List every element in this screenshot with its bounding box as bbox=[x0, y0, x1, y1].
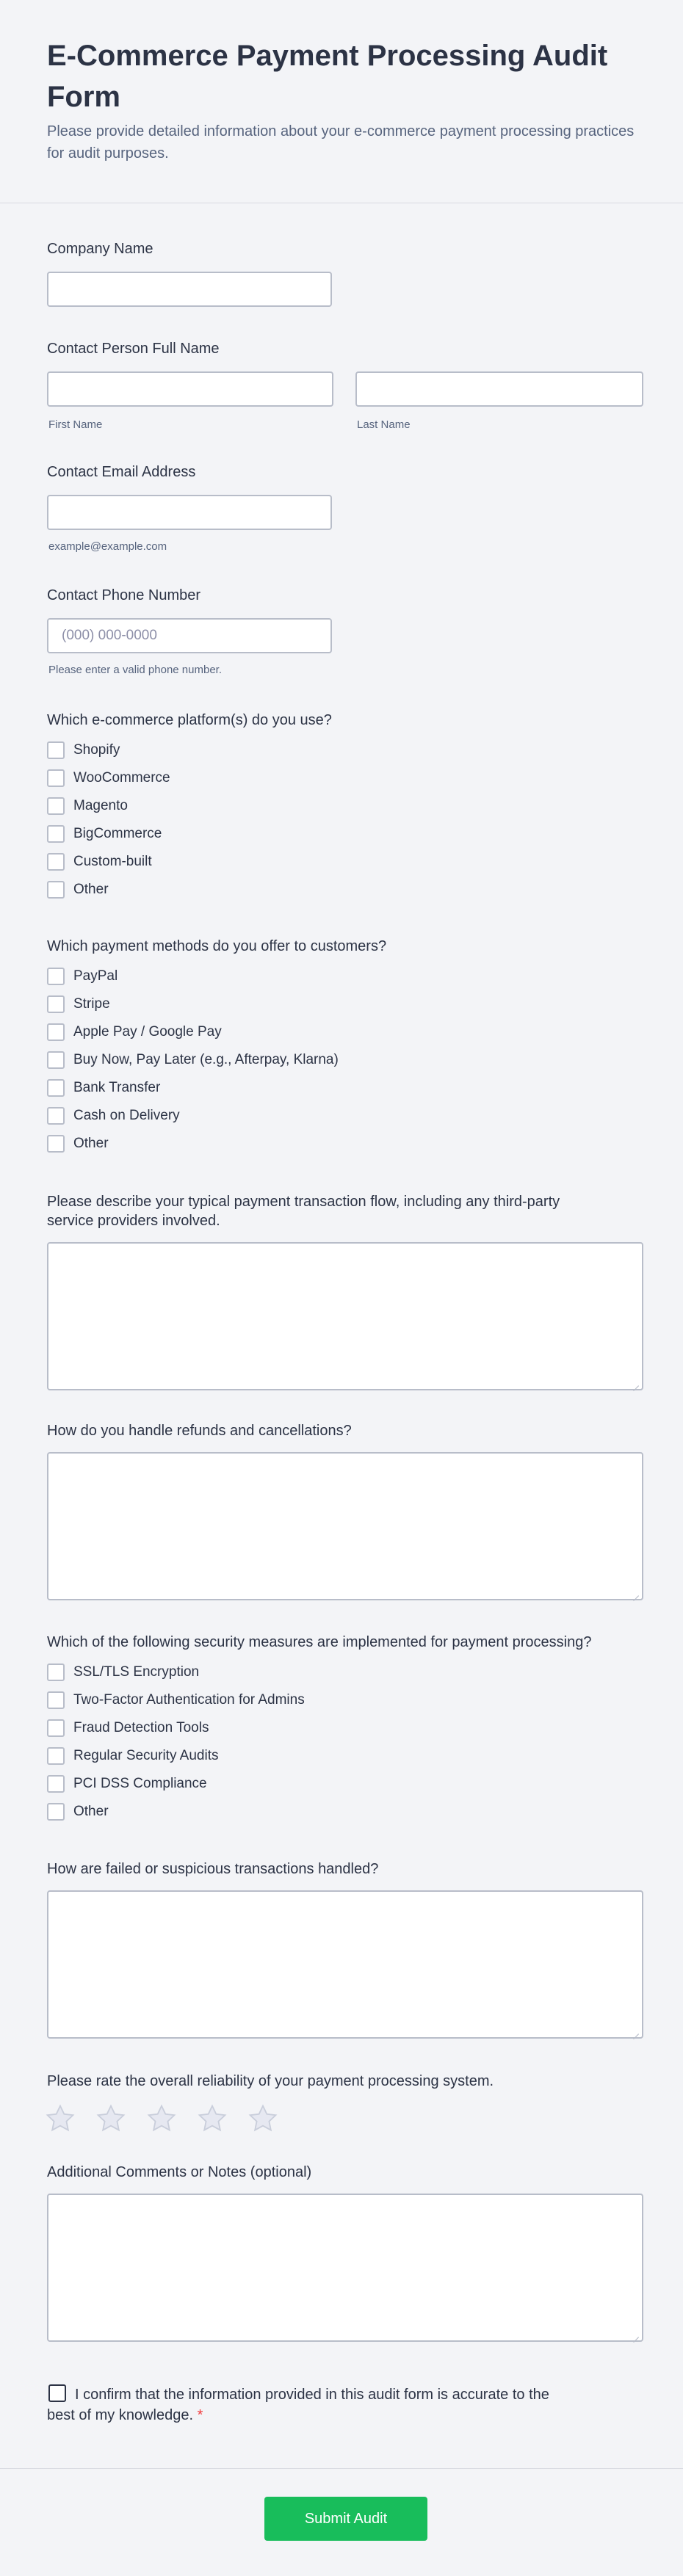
refunds-textarea[interactable] bbox=[47, 1452, 643, 1600]
failed-transactions-field bbox=[47, 1860, 643, 2043]
checkbox[interactable] bbox=[47, 968, 65, 985]
company-name-label: Company Name bbox=[47, 241, 153, 257]
first-name-sublabel: First Name bbox=[48, 418, 103, 431]
company-name-field bbox=[47, 239, 643, 305]
platform-option[interactable] bbox=[47, 853, 152, 871]
platforms-field bbox=[47, 711, 643, 909]
option-label: PCI DSS Compliance bbox=[73, 1776, 207, 1791]
checkbox[interactable] bbox=[47, 1775, 65, 1793]
checkbox[interactable] bbox=[47, 741, 65, 759]
failed-transactions-label: How are failed or suspicious transactions handled? bbox=[47, 1861, 379, 1877]
star-icon[interactable] bbox=[95, 2102, 127, 2135]
required-mark: * bbox=[197, 2407, 203, 2423]
platform-option[interactable] bbox=[47, 769, 170, 787]
rating-label: Please rate the overall reliability of your payment processing system. bbox=[47, 2073, 494, 2089]
option-label: Fraud Detection Tools bbox=[73, 1720, 209, 1735]
payment-option[interactable] bbox=[47, 1107, 180, 1125]
platform-option[interactable] bbox=[47, 881, 109, 899]
phone-sublabel: Please enter a valid phone number. bbox=[48, 664, 222, 676]
option-label: Bank Transfer bbox=[73, 1080, 161, 1095]
checkbox[interactable] bbox=[47, 1691, 65, 1709]
platform-option[interactable] bbox=[47, 797, 128, 815]
resize-handle-icon[interactable] bbox=[632, 1589, 639, 1596]
comments-textarea[interactable] bbox=[47, 2194, 643, 2342]
checkbox[interactable] bbox=[47, 1719, 65, 1737]
phone-label: Contact Phone Number bbox=[47, 587, 201, 603]
refunds-field bbox=[47, 1421, 643, 1605]
resize-handle-icon[interactable] bbox=[632, 1379, 639, 1386]
form-footer bbox=[0, 2468, 683, 2576]
star-icon[interactable] bbox=[44, 2102, 76, 2135]
checkbox[interactable] bbox=[47, 797, 65, 815]
checkbox[interactable] bbox=[47, 881, 65, 899]
option-label: Stripe bbox=[73, 996, 110, 1012]
payment-option[interactable] bbox=[47, 1135, 109, 1153]
transaction-flow-textarea[interactable] bbox=[47, 1242, 643, 1390]
platforms-label: Which e-commerce platform(s) do you use? bbox=[47, 712, 332, 728]
option-label: Buy Now, Pay Later (e.g., Afterpay, Klarna) bbox=[73, 1052, 339, 1067]
phone-input[interactable]: (000) 000-0000 bbox=[47, 618, 332, 653]
option-label: PayPal bbox=[73, 968, 118, 984]
transaction-flow-label: Please describe your typical payment transaction flow, including any third-party service providers involved. bbox=[47, 1194, 560, 1229]
form-subtitle: Please provide detailed information about your e-commerce payment processing practices for audit purposes. bbox=[47, 123, 635, 162]
checkbox[interactable] bbox=[47, 1663, 65, 1681]
email-label: Contact Email Address bbox=[47, 464, 196, 480]
email-input[interactable] bbox=[47, 495, 332, 530]
option-label: Other bbox=[73, 1136, 109, 1151]
option-label: WooCommerce bbox=[73, 770, 170, 786]
star-icon[interactable] bbox=[247, 2102, 279, 2135]
checkbox[interactable] bbox=[47, 1135, 65, 1153]
checkbox[interactable] bbox=[47, 1747, 65, 1765]
security-measures-field bbox=[47, 1633, 643, 1831]
payment-methods-label: Which payment methods do you offer to customers? bbox=[47, 938, 387, 954]
option-label: Magento bbox=[73, 798, 128, 813]
transaction-flow-field bbox=[47, 1192, 643, 1390]
security-option[interactable] bbox=[47, 1719, 209, 1737]
option-label: Cash on Delivery bbox=[73, 1108, 180, 1123]
checkbox[interactable] bbox=[47, 1107, 65, 1125]
resize-handle-icon[interactable] bbox=[632, 2330, 639, 2337]
option-label: Other bbox=[73, 882, 109, 897]
last-name-sublabel: Last Name bbox=[357, 418, 411, 431]
option-label: Apple Pay / Google Pay bbox=[73, 1024, 222, 1040]
payment-option[interactable] bbox=[47, 1023, 222, 1041]
star-icon[interactable] bbox=[196, 2102, 228, 2135]
contact-name-label: Contact Person Full Name bbox=[47, 341, 220, 357]
confirm-field bbox=[47, 2384, 643, 2428]
company-name-input[interactable] bbox=[47, 272, 332, 307]
option-label: Other bbox=[73, 1804, 109, 1819]
checkbox[interactable] bbox=[47, 769, 65, 787]
checkbox[interactable] bbox=[47, 1023, 65, 1041]
security-option[interactable] bbox=[47, 1691, 305, 1709]
form-title: E-Commerce Payment Processing Audit Form bbox=[47, 40, 608, 113]
security-option[interactable] bbox=[47, 1775, 207, 1793]
contact-name-field bbox=[47, 339, 643, 435]
comments-field bbox=[47, 2163, 643, 2346]
option-label: Regular Security Audits bbox=[73, 1748, 219, 1763]
payment-methods-field bbox=[47, 937, 643, 1164]
star-icon[interactable] bbox=[145, 2102, 178, 2135]
checkbox[interactable] bbox=[47, 853, 65, 871]
resize-handle-icon[interactable] bbox=[632, 2027, 639, 2034]
confirm-text bbox=[47, 2384, 576, 2426]
refunds-label: How do you handle refunds and cancellations? bbox=[47, 1423, 352, 1439]
option-label: BigCommerce bbox=[73, 826, 162, 841]
checkbox[interactable] bbox=[47, 995, 65, 1013]
rating-field bbox=[47, 2072, 643, 2145]
checkbox[interactable] bbox=[47, 1079, 65, 1097]
checkbox[interactable] bbox=[47, 1051, 65, 1069]
security-option[interactable] bbox=[47, 1803, 109, 1821]
security-option[interactable] bbox=[47, 1747, 219, 1765]
option-label: Custom-built bbox=[73, 854, 152, 869]
payment-option[interactable] bbox=[47, 968, 118, 985]
option-label: Two-Factor Authentication for Admins bbox=[73, 1692, 305, 1708]
comments-label: Additional Comments or Notes (optional) bbox=[47, 2164, 312, 2180]
submit-button[interactable]: Submit Audit bbox=[264, 2497, 427, 2541]
checkbox[interactable] bbox=[47, 1803, 65, 1821]
platform-option[interactable] bbox=[47, 741, 120, 759]
form-header bbox=[0, 0, 683, 203]
payment-option[interactable] bbox=[47, 1079, 160, 1097]
confirm-label: I confirm that the information provided in this audit form is accurate to the best of my knowledge. bbox=[47, 2387, 549, 2423]
security-measures-label: Which of the following security measures are implemented for payment processing? bbox=[47, 1634, 592, 1650]
email-sublabel: example@example.com bbox=[48, 540, 167, 553]
security-option[interactable] bbox=[47, 1663, 199, 1681]
last-name-input[interactable] bbox=[355, 371, 643, 407]
phone-field bbox=[47, 586, 643, 681]
star-rating bbox=[44, 2102, 297, 2135]
option-label: Shopify bbox=[73, 742, 120, 758]
first-name-input[interactable] bbox=[47, 371, 333, 407]
payment-option[interactable] bbox=[47, 995, 110, 1013]
failed-transactions-textarea[interactable] bbox=[47, 1890, 643, 2039]
option-label: SSL/TLS Encryption bbox=[73, 1664, 200, 1680]
platform-option[interactable] bbox=[47, 825, 162, 843]
checkbox[interactable] bbox=[47, 825, 65, 843]
payment-option[interactable] bbox=[47, 1051, 339, 1069]
email-field bbox=[47, 462, 643, 558]
